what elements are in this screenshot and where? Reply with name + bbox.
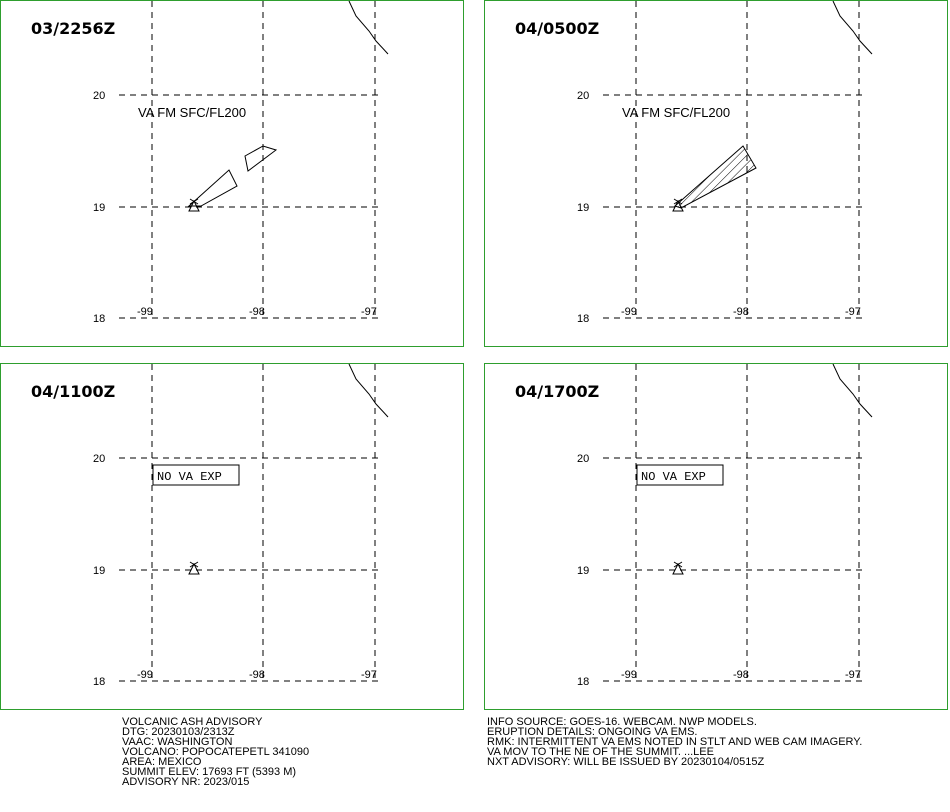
no-ash-label: NO VA EXP xyxy=(157,470,222,484)
volcano-icon xyxy=(673,562,683,574)
ash-height-label: VA FM SFC/FL200 xyxy=(138,105,247,120)
advisory-right xyxy=(487,717,862,767)
map-canvas-4 xyxy=(485,364,948,710)
lon-label-97: -97 xyxy=(361,306,377,318)
map-panel-2 xyxy=(484,0,948,347)
lat-label-19: 19 xyxy=(93,565,106,577)
advisory-line: VOLCANO: POPOCATEPETL 341090 xyxy=(122,746,310,758)
advisory-line: ERUPTION DETAILS: ONGOING VA EMS. xyxy=(487,726,698,738)
lat-label-20: 20 xyxy=(93,90,106,102)
lat-label-18: 18 xyxy=(577,676,590,688)
lat-label-19: 19 xyxy=(577,565,590,577)
lon-label-97: -97 xyxy=(845,306,861,318)
lon-label-98: -98 xyxy=(733,669,749,681)
coastline xyxy=(349,364,388,417)
lat-label-20: 20 xyxy=(93,453,106,465)
map-panel-4 xyxy=(484,363,948,710)
lon-label-97: -97 xyxy=(361,669,377,681)
advisory-line: VOLCANIC ASH ADVISORY xyxy=(122,716,263,728)
panel-time-label: 04/1100Z xyxy=(31,382,116,401)
advisory-line: NXT ADVISORY: WILL BE ISSUED BY 20230104/0515Z xyxy=(487,756,765,768)
volcano-icon xyxy=(189,562,199,574)
lat-label-18: 18 xyxy=(93,676,106,688)
advisory-line: SUMMIT ELEV: 17693 FT (5393 M) xyxy=(122,766,297,778)
map-panel-3 xyxy=(0,363,464,710)
coastline xyxy=(833,1,872,54)
ash-height-label: VA FM SFC/FL200 xyxy=(622,105,731,120)
lon-label-99: -99 xyxy=(621,306,637,318)
map-canvas-3 xyxy=(1,364,464,710)
advisory-line: RMK: INTERMITTENT VA EMS NOTED IN STLT AND WEB CAM IMAGERY. xyxy=(487,736,863,748)
coastline xyxy=(349,1,388,54)
lat-label-19: 19 xyxy=(93,202,106,214)
advisory-line: AREA: MEXICO xyxy=(122,756,202,768)
ash-cloud-polygon xyxy=(245,146,276,171)
no-ash-label: NO VA EXP xyxy=(641,470,706,484)
lon-label-99: -99 xyxy=(621,669,637,681)
lon-label-99: -99 xyxy=(137,669,153,681)
advisory-line: VA MOV TO THE NE OF THE SUMMIT. ...LEE xyxy=(487,746,714,758)
lat-label-20: 20 xyxy=(577,453,590,465)
ash-cloud-polygon xyxy=(675,146,756,208)
lon-label-98: -98 xyxy=(249,306,265,318)
advisory-line: DTG: 20230103/2313Z xyxy=(122,726,235,738)
advisory-line: ADVISORY NR: 2023/015 xyxy=(122,776,250,788)
lon-label-98: -98 xyxy=(733,306,749,318)
lat-label-19: 19 xyxy=(577,202,590,214)
lon-label-98: -98 xyxy=(249,669,265,681)
panel-time-label: 04/1700Z xyxy=(515,382,600,401)
map-canvas-1 xyxy=(1,1,464,347)
lon-label-99: -99 xyxy=(137,306,153,318)
lon-label-97: -97 xyxy=(845,669,861,681)
advisory-line: VAAC: WASHINGTON xyxy=(122,736,233,748)
advisory-left xyxy=(122,717,309,787)
map-canvas-2 xyxy=(485,1,948,347)
coastline xyxy=(833,364,872,417)
lat-label-18: 18 xyxy=(93,313,106,325)
panel-time-label: 03/2256Z xyxy=(31,19,116,38)
lat-label-18: 18 xyxy=(577,313,590,325)
advisory-line: INFO SOURCE: GOES-16. WEBCAM. NWP MODELS. xyxy=(487,716,757,728)
panel-time-label: 04/0500Z xyxy=(515,19,600,38)
lat-label-20: 20 xyxy=(577,90,590,102)
map-panel-1 xyxy=(0,0,464,347)
